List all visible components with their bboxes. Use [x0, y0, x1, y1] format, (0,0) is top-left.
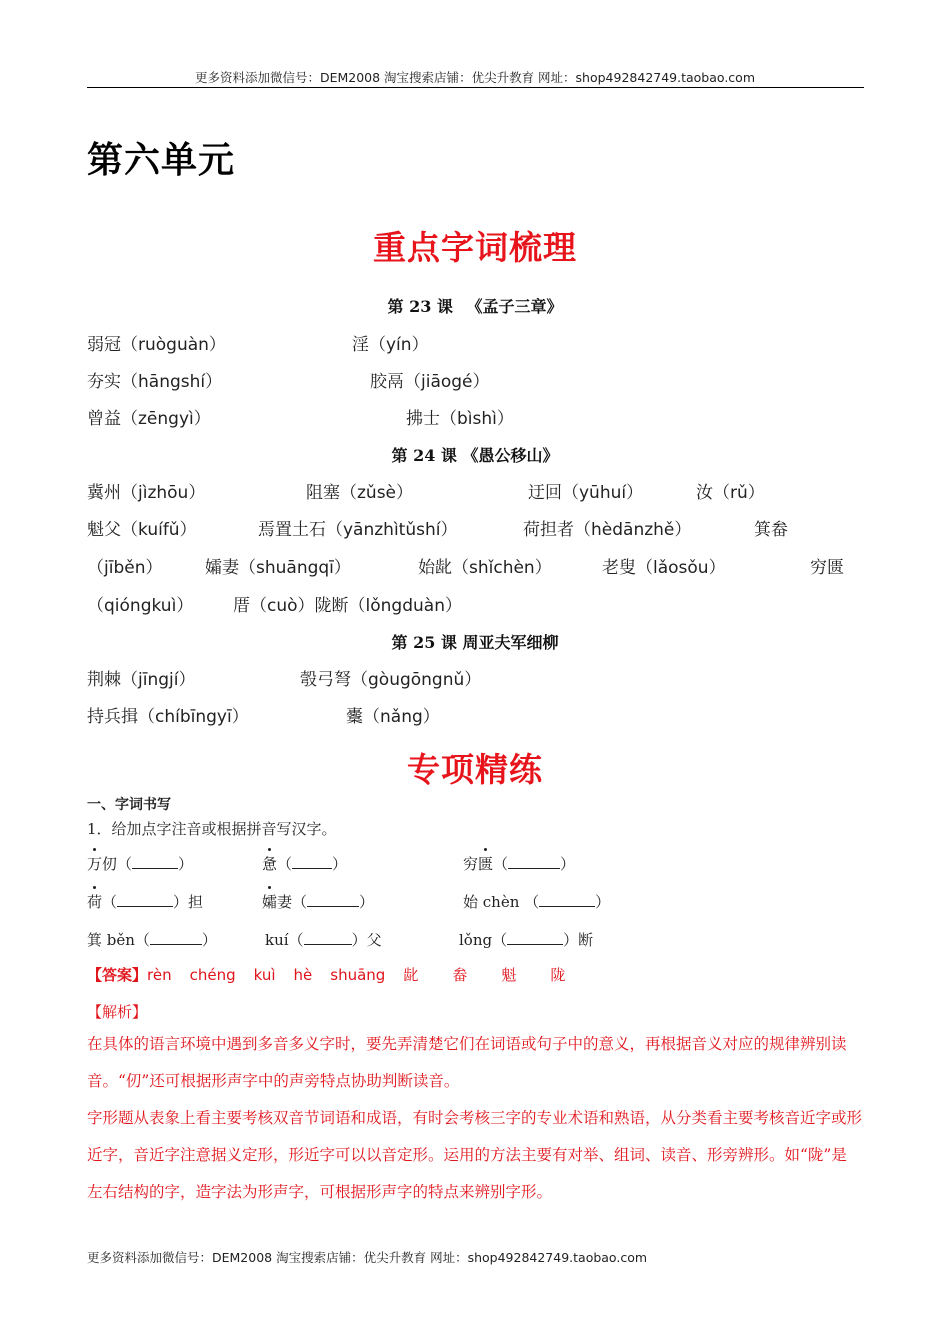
exercise-item: 惫（ ） — [262, 855, 348, 873]
answer-blank[interactable] — [507, 943, 563, 945]
question-prompt: 1．给加点字注音或根据拼音写汉字。 — [87, 820, 337, 838]
answer-line: 【答案】rèn chéng kuì hè shuāng 龀 畚 魁 陇 — [87, 966, 566, 984]
answer-blank[interactable] — [307, 905, 359, 907]
vocab-item: 冀州（jìzhōu） — [87, 483, 206, 503]
unit-title: 第六单元 — [87, 140, 236, 181]
exercise-item: 万仞（ ） — [87, 855, 194, 873]
vocab-item: 始龀（shǐchèn） — [418, 558, 552, 578]
exercise-item: 荷（ ）担 — [87, 893, 204, 911]
vocab-item: 拂士（bìshì） — [406, 409, 514, 429]
vocab-item: 曾益（zēngyì） — [87, 409, 211, 429]
vocab-item: 厝（cuò）陇断（lǒngduàn） — [233, 596, 462, 616]
vocab-item: 阻塞（zǔsè） — [306, 483, 414, 503]
part-heading: 一、字词书写 — [87, 797, 171, 813]
lesson-23-title: 第 23 课 《孟子三章》 — [387, 297, 563, 316]
analysis-paragraph: 在具体的语言环境中遇到多音多义字时，要先弄清楚它们在词语或句子中的意义，再根据音义对应的规律辨别读音。“仞”还可根据形声字中的声旁特点协助判断读音。 — [87, 1035, 847, 1090]
vocab-item: 迂回（yūhuí） — [528, 483, 644, 503]
vocab-item: （qióngkuì） — [87, 596, 194, 616]
vocab-item: 穷匮 — [810, 558, 844, 578]
lesson-24-title: 第 24 课 《愚公移山》 — [391, 446, 559, 465]
section-title-practice: 专项精练 — [407, 750, 543, 789]
vocab-item: 荷担者（hèdānzhě） — [523, 520, 692, 540]
vocab-item: （jīběn） — [87, 558, 163, 578]
vocab-item: 孀妻（shuāngqī） — [205, 558, 351, 578]
exercise-item: 始 chèn （ ） — [463, 893, 611, 911]
vocab-item: 汝（rǔ） — [696, 483, 765, 503]
lesson-25-title: 第 25 课 周亚夫军细柳 — [391, 633, 559, 652]
exercise-item: lǒng（ ）断 — [459, 931, 594, 949]
vocab-item: 魁父（kuífǔ） — [87, 520, 197, 540]
vocab-item: 淫（yín） — [352, 335, 429, 355]
vocab-item: 夯实（hāngshí） — [87, 372, 223, 392]
vocab-item: 荆棘（jīngjí） — [87, 670, 196, 690]
analysis-paragraph: 字形题从表象上看主要考核双音节词语和成语，有时会考核三字的专业术语和熟语，从分类看主要考核音近字或形近字，音近字注意据义定形，形近字可以以音定形。运用的方法主要有对举、组词、读音、形旁辨形。如“陇”是左右结构的字，造字法为形声字，可根据形声字的特点来辨别字形。 — [87, 1109, 863, 1201]
page-header: 更多资料添加微信号：DEM2008 淘宝搜索店铺：优尖升教育 网址：shop492842749.taobao.com — [194, 70, 756, 85]
answer-blank[interactable] — [539, 905, 595, 907]
page-footer: 更多资料添加微信号：DEM2008 淘宝搜索店铺：优尖升教育 网址：shop492842749.taobao.com — [87, 1250, 648, 1265]
answer-blank[interactable] — [292, 867, 332, 869]
vocab-item: 老叟（lǎosǒu） — [602, 558, 726, 578]
exercise-item: 箕 běn（ ） — [87, 931, 217, 949]
vocab-item: 持兵揖（chíbīngyī） — [87, 707, 249, 727]
answer-blank[interactable] — [132, 867, 178, 869]
vocab-item: 箕畚 — [754, 520, 788, 540]
answer-blank[interactable] — [508, 867, 560, 869]
answer-blank[interactable] — [304, 943, 352, 945]
vocab-item: 胶鬲（jiāogé） — [370, 372, 490, 392]
header-divider — [87, 87, 864, 88]
vocab-item: 焉置土石（yānzhìtǔshí） — [258, 520, 458, 540]
exercise-item: kuí（ ）父 — [265, 931, 382, 949]
analysis-label: 【解析】 — [87, 1003, 148, 1021]
exercise-item: 穷匮（ ） — [463, 855, 576, 873]
vocab-item: 弱冠（ruòguàn） — [87, 335, 226, 355]
vocab-item: 櫜（nǎng） — [346, 707, 440, 727]
vocab-item: 彀弓弩（gòugōngnǔ） — [300, 670, 482, 690]
answer-blank[interactable] — [117, 905, 173, 907]
exercise-item: 孀妻（ ） — [262, 893, 375, 911]
section-title-key-words: 重点字词梳理 — [373, 228, 577, 267]
answer-blank[interactable] — [150, 943, 202, 945]
